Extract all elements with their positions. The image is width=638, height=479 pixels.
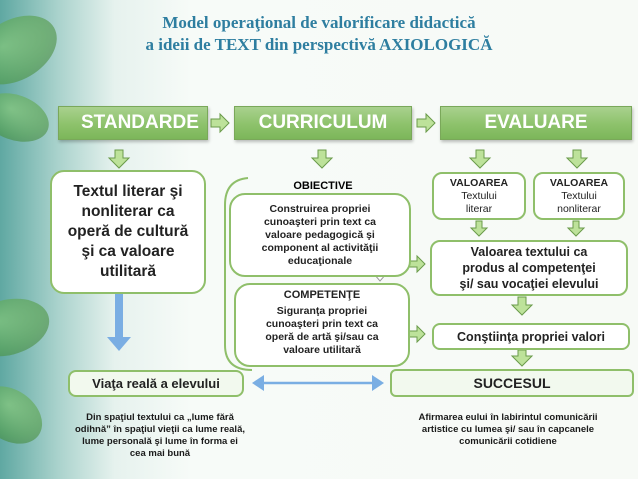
arrow-right-icon — [372, 375, 384, 391]
diagram-title — [0, 12, 638, 56]
header-evaluare — [440, 106, 632, 140]
standarde-line: nonliterar ca — [81, 203, 175, 220]
note-left — [50, 412, 270, 460]
arrow-down-icon — [107, 337, 131, 351]
header-standarde — [58, 106, 208, 140]
constiinta-label: Conştiinţa propriei valori — [457, 329, 605, 344]
note-left-line: Din spaţiul textului ca „lume fără — [86, 412, 234, 423]
valoarea-literar-line: VALOAREA — [449, 176, 509, 189]
constiinta-box — [432, 323, 630, 350]
competente-heading: COMPETENŢE — [283, 289, 361, 301]
header-standarde-label: STANDARDE — [81, 112, 199, 133]
title-line1: Model operaţional de valorificare didactică — [162, 13, 476, 32]
competente-line: valoare utilitară — [283, 344, 361, 356]
valoarea-nonliterar-line: nonliterar — [557, 202, 601, 215]
header-curriculum-label: CURRICULUM — [258, 112, 388, 133]
standarde-line: utilitară — [100, 263, 156, 280]
obiective-line: cunoaşteri prin text ca — [263, 215, 377, 228]
header-curriculum — [234, 106, 412, 140]
title-line2: a ideii de TEXT din perspectivă AXIOLOGICĂ — [145, 35, 493, 54]
note-right-line: comunicării cotidiene — [459, 436, 557, 447]
arrow-down-icon — [512, 297, 532, 315]
standarde-line: operă de cultură — [67, 223, 189, 240]
arrow-right-icon — [417, 114, 435, 132]
arrow-left-icon — [252, 375, 264, 391]
arrow-down-icon — [312, 150, 332, 168]
valoarea-produs-line: produs al competenţei — [462, 261, 596, 275]
competente-box — [234, 283, 410, 367]
competente-line: Siguranţa propriei — [276, 305, 368, 317]
arrow-right-icon — [211, 114, 229, 132]
note-left-line: lume personală şi lume în forma ei — [82, 436, 238, 447]
note-left-line: cea mai bună — [129, 448, 191, 459]
leaf-decoration — [0, 374, 53, 455]
valoarea-nonliterar-line: Textului — [561, 189, 597, 202]
standarde-line: Textul literar şi — [73, 183, 183, 200]
obiective-box — [229, 193, 411, 277]
arrow-down-icon — [568, 221, 584, 236]
arrow-right-icon — [409, 256, 425, 272]
note-right-line: artistice cu lumea şi/ sau în capcanele — [421, 424, 595, 435]
viata-box — [68, 370, 244, 397]
valoarea-nonliterar-line: VALOAREA — [549, 176, 609, 189]
valoarea-literar-line: literar — [465, 202, 493, 215]
valoarea-nonliterar-box — [533, 172, 625, 220]
standarde-line: şi ca valoare — [81, 243, 175, 260]
arrow-down-icon — [512, 350, 532, 366]
valoarea-produs-line: Valoarea textului ca — [470, 245, 588, 259]
leaf-decoration — [0, 290, 56, 365]
valoarea-produs-line: şi/ sau vocaţiei elevului — [459, 277, 599, 291]
header-evaluare-label: EVALUARE — [484, 112, 588, 133]
obiective-heading: OBIECTIVE — [293, 180, 353, 192]
obiective-line: Construirea propriei — [269, 202, 371, 215]
competente-line: operă de artă şi/sau ca — [265, 331, 379, 343]
obiective-line: educaţionale — [287, 254, 353, 267]
valoarea-literar-box — [432, 172, 526, 220]
note-right — [388, 412, 628, 448]
note-left-line: odihnă” în spaţiul vieţii ca lume reală, — [75, 424, 245, 435]
arrow-down-icon — [109, 150, 129, 168]
arrow-down-icon — [471, 221, 487, 236]
leaf-decoration — [0, 84, 56, 150]
valoarea-literar-line: Textului — [461, 189, 497, 202]
arrow-down-icon — [470, 150, 490, 168]
arrow-down-icon — [567, 150, 587, 168]
note-right-line: Afirmarea eului în labirintul comunicării — [418, 412, 598, 423]
competente-line: cunoaşteri prin text ca — [265, 318, 379, 330]
blue-arrow-shaft — [115, 293, 123, 337]
standarde-box — [50, 170, 206, 294]
succesul-label: SUCCESUL — [473, 375, 551, 391]
valoarea-produs-box — [430, 240, 628, 296]
arrow-right-icon — [409, 326, 425, 342]
obiective-line: valoare pedagogică şi — [265, 228, 375, 241]
obiective-line: component al activităţii — [261, 241, 379, 254]
succesul-box — [390, 369, 634, 397]
viata-label: Viaţa reală a elevului — [92, 376, 220, 391]
